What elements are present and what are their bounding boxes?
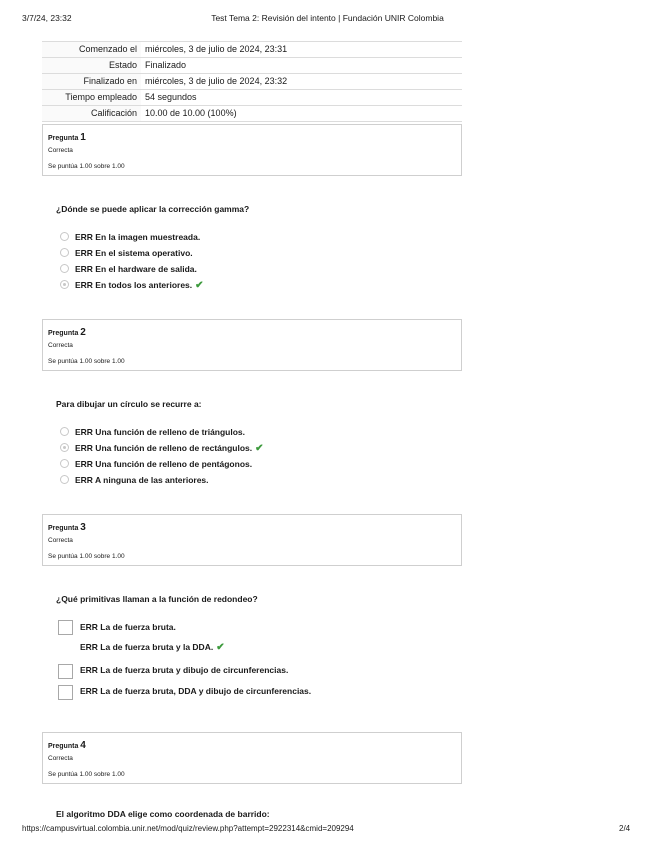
summary-row (42, 106, 462, 122)
answer-option[interactable]: ERR Una función de relleno de pentágonos. (60, 458, 252, 470)
radio-button[interactable] (60, 264, 69, 273)
answer-option[interactable]: ERR Una función de relleno de rectángulos. ✔ (60, 442, 264, 454)
summary-label: Finalizado en (42, 74, 141, 90)
print-url: https://campusvirtual.colombia.unir.net/mod/quiz/review.php?attempt=2922314&cmid=209294 (22, 824, 354, 833)
question-info-box (42, 514, 462, 566)
question-text: ¿Qué primitivas llaman a la función de redondeo? (56, 594, 258, 604)
question-grade: Se puntúa 1.00 sobre 1.00 (48, 163, 125, 170)
radio-button[interactable] (60, 475, 69, 484)
answer-option-label[interactable]: ERR La de fuerza bruta, DDA y dibujo de circunferencias. (80, 686, 312, 696)
attempt-summary-table (42, 41, 462, 122)
summary-row (42, 74, 462, 90)
checkbox[interactable] (58, 685, 73, 700)
correct-check-icon: ✔ (216, 642, 225, 653)
correct-check-icon: ✔ (255, 443, 264, 454)
checkbox[interactable] (58, 620, 73, 635)
question-number: Pregunta 2 (48, 327, 86, 338)
print-datetime: 3/7/24, 23:32 (22, 13, 72, 23)
answer-option[interactable]: ERR En el sistema operativo. (60, 247, 193, 259)
summary-row (42, 58, 462, 74)
answer-option[interactable]: ERR Una función de relleno de triángulos. (60, 426, 245, 438)
radio-button[interactable] (60, 248, 69, 257)
summary-label: Comenzado el (42, 42, 141, 58)
summary-value: 54 segundos (141, 90, 462, 106)
summary-label: Tiempo empleado (42, 90, 141, 106)
answer-option[interactable]: ERR En todos los anteriores. ✔ (60, 279, 204, 291)
answer-option-label[interactable]: ERR La de fuerza bruta y la DDA. ✔ (80, 642, 225, 653)
question-state: Correcta (48, 147, 73, 154)
question-info-box (42, 732, 462, 784)
question-state: Correcta (48, 342, 73, 349)
question-grade: Se puntúa 1.00 sobre 1.00 (48, 771, 125, 778)
summary-label: Calificación (42, 106, 141, 122)
summary-value: miércoles, 3 de julio de 2024, 23:32 (141, 74, 462, 90)
radio-button-selected[interactable] (60, 443, 69, 452)
answer-option[interactable]: ERR En el hardware de salida. (60, 263, 197, 275)
question-text: ¿Dónde se puede aplicar la corrección gamma? (56, 204, 250, 214)
summary-value: miércoles, 3 de julio de 2024, 23:31 (141, 42, 462, 58)
summary-value: Finalizado (141, 58, 462, 74)
summary-value: 10.00 de 10.00 (100%) (141, 106, 462, 122)
answer-option[interactable]: ERR A ninguna de las anteriores. (60, 474, 209, 486)
summary-label: Estado (42, 58, 141, 74)
print-page-number: 2/4 (619, 824, 631, 833)
question-state: Correcta (48, 755, 73, 762)
answer-option-label[interactable]: ERR La de fuerza bruta y dibujo de circunferencias. (80, 665, 289, 675)
question-grade: Se puntúa 1.00 sobre 1.00 (48, 358, 125, 365)
radio-button[interactable] (60, 459, 69, 468)
checkbox[interactable] (58, 664, 73, 679)
summary-row (42, 90, 462, 106)
radio-button-selected[interactable] (60, 280, 69, 289)
question-number: Pregunta 1 (48, 132, 86, 143)
answer-option-label[interactable]: ERR La de fuerza bruta. (80, 622, 176, 632)
correct-check-icon: ✔ (195, 280, 204, 291)
question-number: Pregunta 4 (48, 740, 86, 751)
radio-button[interactable] (60, 427, 69, 436)
question-text: El algoritmo DDA elige como coordenada de barrido: (56, 809, 270, 819)
question-state: Correcta (48, 537, 73, 544)
question-number: Pregunta 3 (48, 522, 86, 533)
summary-row (42, 42, 462, 58)
question-text: Para dibujar un círculo se recurre a: (56, 399, 202, 409)
question-info-box (42, 319, 462, 371)
print-page-title: Test Tema 2: Revisión del intento | Fundación UNIR Colombia (211, 13, 444, 23)
question-info-box (42, 124, 462, 176)
question-grade: Se puntúa 1.00 sobre 1.00 (48, 553, 125, 560)
answer-option[interactable]: ERR En la imagen muestreada. (60, 231, 200, 243)
radio-button[interactable] (60, 232, 69, 241)
